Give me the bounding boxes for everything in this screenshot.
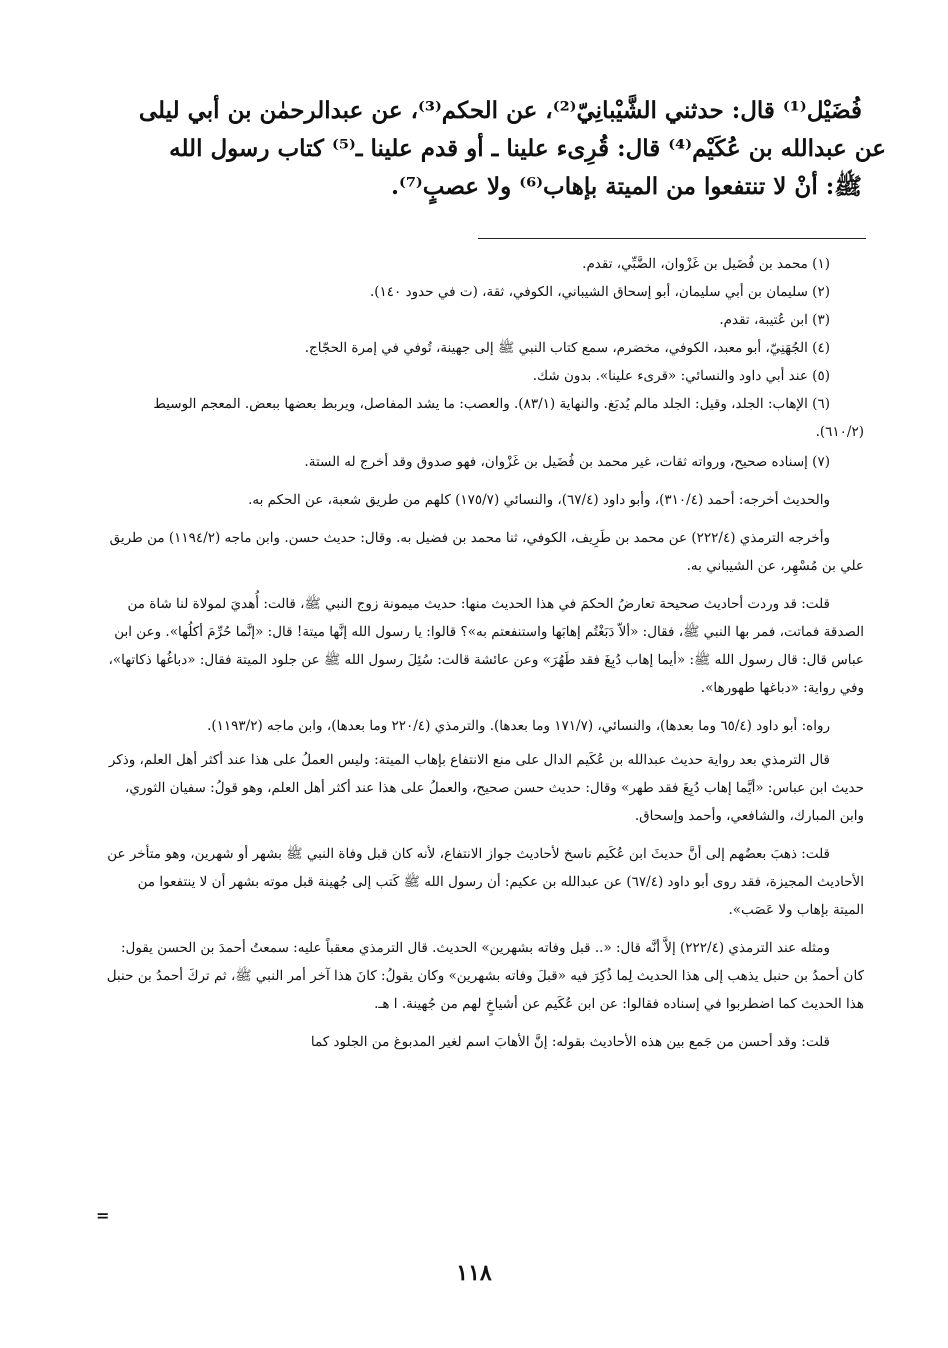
- takhrij-paragraph-2: وأخرجه الترمذي (٢٢٢/٤) عن محمد بن طَرِيف، الكوفي، ثنا محمد بن فضيل به. وقال: حديث حسن. وابن ماجه (١١٩٤/٢) من طريق علي بن مُسْهِر، عن الشيباني به.: [109, 530, 864, 574]
- commentary-paragraph-4: قلت: ذهبَ بعضُهم إلى أنَّ حديثَ ابن عُكَيم ناسخ لأحاديث جواز الانتفاع، لأنه كان قبل وفاة النبي ﷺ بشهر أو شهرين، وهو متأخر عن الأحاديث المجيزة، فقد روى أبو داود (٦٧/٤) عن عبدالله بن عكيم: أن رسول الله ﷺ كَتب إلى جُهينة قبل موته بشهر أن لا ينتفعوا من الميتة بإهاب ولا عَصَب».: [107, 846, 864, 918]
- footnote-3: (٣) ابن عُتيبة، تقدم.: [719, 312, 830, 328]
- footnotes-section: [104, 250, 864, 1056]
- hadith-line-1: فُضَيْل⁽¹⁾ قال: حدثني الشَّيْبانِيّ⁽²⁾، عن الحكم⁽³⁾، عن عبدالرحمٰن بن أبي ليلى: [138, 97, 862, 124]
- footnote-2: (٢) سليمان بن أبي سليمان، أبو إسحاق الشيباني، الكوفي، ثقة، (ت في حدود ١٤٠).: [369, 284, 830, 300]
- commentary-paragraph-6: قلت: وقد أحسن من جَمع بين هذه الأحاديث بقوله: إنَّ الأهابَ اسم لغير المدبوغ من الجلود كما: [310, 1034, 830, 1050]
- commentary-paragraph-2: رواه: أبو داود (٦٥/٤ وما بعدها)، والنسائي، (١٧١/٧ وما بعدها). والترمذي (٢٢٠/٤ وما بعدها)، وابن ماجه (١١٩٣/٢).: [207, 718, 830, 734]
- footnote-4: (٤) الجُهَنِيّ، أبو معبد، الكوفي، مخضرم، سمع كتاب النبي ﷺ إلى جهينة، تُوفي في إمرة الحجّاج.: [304, 340, 830, 356]
- hadith-line-2: عن عبدالله بن عُكَيْم⁽⁴⁾ قال: قُرِىء علينا ـ أو قدم علينا ـ⁽⁵⁾ كتاب رسول الله: [169, 135, 886, 162]
- footnote-7: (٧) إسناده صحيح، ورواته ثقات، غير محمد بن فُضَيل بن غَزْوان، فهو صدوق وقد أخرج له الستة.: [304, 454, 830, 470]
- footnote-6: (٦) الإهاب: الجلد، وقيل: الجلد مالم يُدبَغ. والنهاية (٨٣/١). والعصب: ما يشد المفاصل، ويربط بعضها ببعض. المعجم الوسيط (٦١٠/٢).: [153, 396, 864, 440]
- commentary-paragraph-1: قلت: قد وردت أحاديث صحيحة تعارضُ الحكمَ في هذا الحديث منها: حديث ميمونة زوج النبي ﷺ، قالت: أُهديَ لمولاة لنا شاة من الصدقة فماتت، فمر بها النبي ﷺ، فقال: «ألاّ دَبَغْتُم إهابَها واستنفعتم به»؟ قالوا: يا رسول الله إنَّها ميتة! قال: «إنَّما حُرِّمَ أكلُها». وعن ابن عباس قال: قال رسول الله ﷺ: «أيما إهاب دُبِغَ فقد طَهُرَ» وعن عائشة قالت: سُئِلَ رسول الله ﷺ عن جلود الميتة فقال: «دباغُها ذكاتها»، وفي رواية: «دباغها طهورها».: [108, 596, 864, 696]
- hadith-text: [98, 92, 886, 206]
- footnote-separator: [478, 238, 866, 239]
- footnote-5: (٥) عند أبي داود والنسائي: «قرىء علينا». بدون شك.: [532, 368, 830, 384]
- hadith-line-3: ﷺ: أنْ لا تنتفعوا من الميتة بإهاب⁽⁶⁾ ولا عصبٍ⁽⁷⁾.: [390, 173, 862, 200]
- commentary-paragraph-3: قال الترمذي بعد رواية حديث عبدالله بن عُكَيم الدال على منع الانتفاع بإهاب الميتة: وليس العملُ على هذا عند أكثر أهل العلم، وذكر حديث ابن عباس: «أيَّما إهاب دُبِغَ فقد طهر» وقال: حديث حسن صحيح، والعملُ على هذا عند أكثر أهل العلم، وهو قولُ: سفيان الثوري، وابن المبارك، والشافعي، وأحمد وإسحاق.: [108, 752, 864, 824]
- takhrij-paragraph-1: والحديث أخرجه: أحمد (٣١٠/٤)، وأبو داود (٦٧/٤)، والنسائي (١٧٥/٧) كلهم من طريق شعبة، عن الحكم به.: [248, 492, 830, 508]
- page-number: ١١٨: [456, 1260, 492, 1286]
- commentary-paragraph-5: ومثله عند الترمذي (٢٢٢/٤) إلاَّ أنَّه قال: «.. قبل وفاته بشهرين» الحديث. قال الترمذي معقباً عليه: سمعتُ أحمدَ بن الحسن يقول: كان أحمدُ بن حنبل يذهب إلى هذا الحديث لِما ذُكِرَ فيه «قبلَ وفاته بشهرين» وكان يقولُ: كانَ هذا آخر أمر النبي ﷺ، ثم تركَ أحمدُ بن حنبل هذا الحديث كما اضطربوا في إسناده فقالوا: عن ابن عُكَيم عن أشياخٍ لهم من جُهينة. ا هـ.: [106, 940, 864, 1012]
- continuation-mark: =: [96, 1206, 110, 1225]
- footnote-1: (١) محمد بن فُضَيل بن غَزْوان، الضَّبِّي، تقدم.: [582, 256, 830, 272]
